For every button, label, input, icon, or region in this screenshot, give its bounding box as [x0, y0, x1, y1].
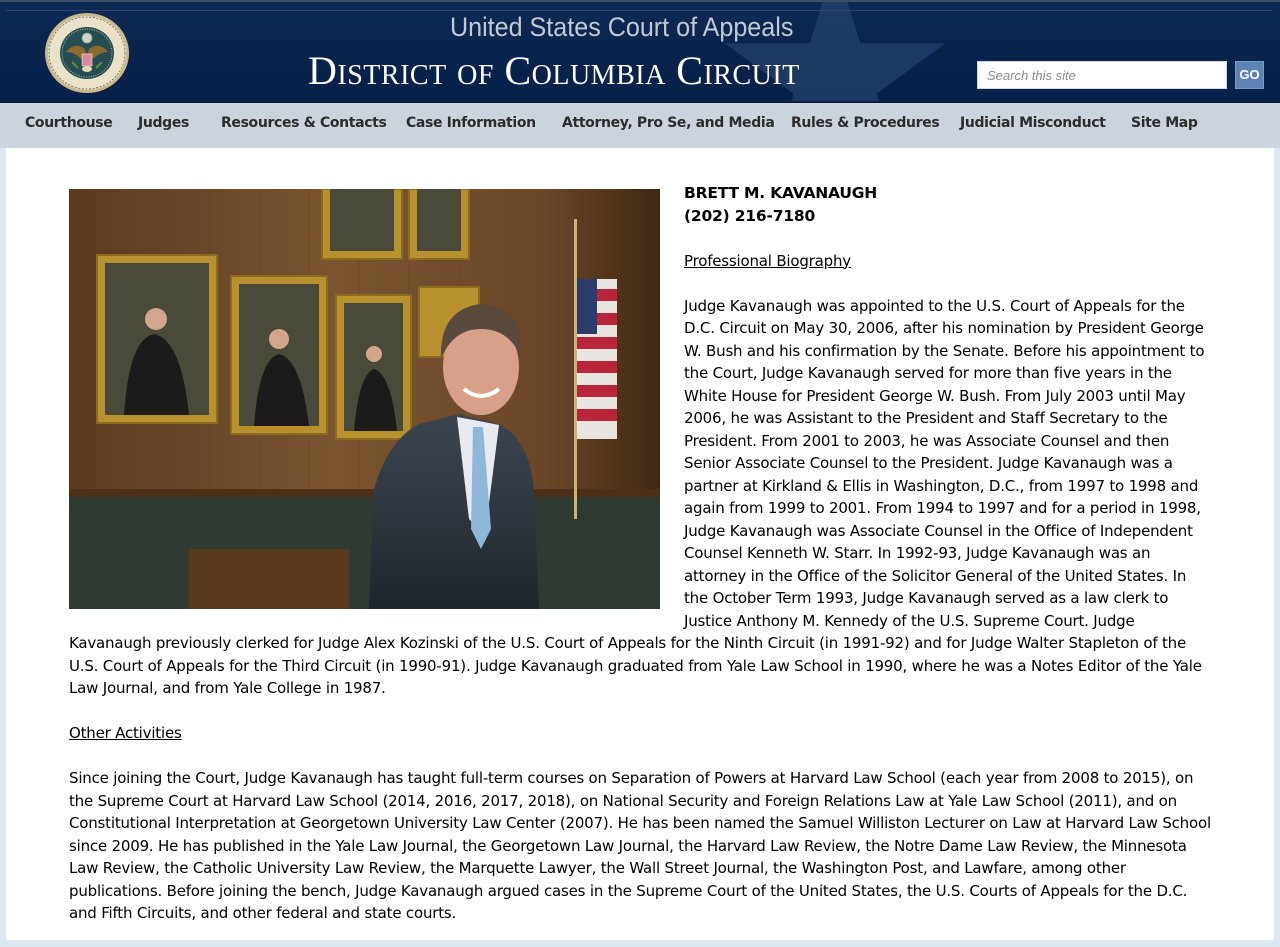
main-content — [6, 148, 1274, 940]
court-title-line1: United States Court of Appeals — [450, 12, 794, 42]
other-activities-body: Since joining the Court, Judge Kavanaugh has taught full-term courses on Separation of Powers at Harvard Law School (each year from 2008 to 2015), on the Supreme Court at Harvard Law School (2014, 2016, 2017, 2018), on National Security and Foreign Relations Law at Yale Law School (2011), and on Constitutional Interpretation at Georgetown University Law Center (2007). He has been named the Samuel Williston Lecturer on Law at Harvard Law School since 2009. He has published in the Yale Law Journal, the Georgetown Law Journal, the Harvard Law Review, the Notre Dame Law Review, the Minnesota Law Review, the Catholic University Law Review, the Marquette Lawyer, the Wall Street Journal, the Washington Post, and Lawfare, among other publications. Before joining the bench, Judge Kavanaugh argued cases in the Supreme Court of the United States, the U.S. Courts of Appeals for the D.C. and Fifth Circuits, and other federal and state courts. — [69, 769, 1211, 922]
professional-biography-heading: Professional Biography — [684, 251, 851, 270]
court-title-line2[interactable]: District of Columbia Circuit — [308, 48, 800, 93]
main-navigation — [0, 103, 1280, 148]
photo-wrap-spacer — [69, 182, 684, 612]
nav-item-case-information[interactable]: Case Information — [406, 115, 536, 131]
judge-name: BRETT M. KAVANAUGH — [684, 184, 878, 202]
judge-profile-text — [69, 182, 1212, 947]
nav-item-rules-procedures[interactable]: Rules & Procedures — [791, 115, 940, 131]
search-go-button[interactable]: GO — [1235, 61, 1264, 89]
site-header — [0, 0, 1280, 103]
nav-item-judges[interactable]: Judges — [138, 115, 189, 131]
nav-item-attorney-pro-se-media[interactable]: Attorney, Pro Se, and Media — [562, 115, 775, 131]
judge-phone: (202) 216-7180 — [684, 206, 816, 225]
search-input[interactable] — [977, 61, 1227, 89]
other-activities-heading: Other Activities — [69, 724, 182, 742]
nav-item-judicial-misconduct[interactable]: Judicial Misconduct — [960, 115, 1106, 131]
nav-item-resources-contacts[interactable]: Resources & Contacts — [221, 115, 387, 131]
professional-biography-body: Judge Kavanaugh was appointed to the U.S. Court of Appeals for the D.C. Circuit on May 30, 2006, after his nomination by President George W. Bush and his confirmation by the Senate. Before his appointment to the Court, Judge Kavanaugh served for more than five years in the White House for President George W. Bush. From July 2003 until May 2006, he was Assistant to the President and Staff Secretary to the President. From 2001 to 2003, he was Associate Counsel and then Senior Associate Counsel to the President. Judge Kavanaugh was a partner at Kirkland & Ellis in Washington, D.C., from 1997 to 1998 and again from 1999 to 2001. From 1994 to 1997 and for a period in 1998, Judge Kavanaugh was Associate Counsel in the Office of Independent Counsel Kenneth W. Starr. In 1992-93, Judge Kavanaugh was an attorney in the Office of the Solicitor General of the United States. In the October Term 1993, Judge Kavanaugh served as a law clerk to Justice Anthony M. Kennedy of the U.S. Supreme Court. Judge Kavanaugh previously clerked for Judge Alex Kozinski of the U.S. Court of Appeals for the Ninth Circuit (in 1991-92) and for Judge Walter Stapleton of the U.S. Court of Appeals for the Third Circuit (in 1990-91). Judge Kavanaugh graduated from Yale Law School in 1990, where he was a Notes Editor of the Yale Law Journal, and from Yale College in 1987. — [69, 296, 1205, 697]
court-seal-logo[interactable] — [44, 12, 130, 94]
nav-item-courthouse[interactable]: Courthouse — [25, 115, 113, 131]
nav-item-site-map[interactable]: Site Map — [1131, 115, 1198, 131]
header-divider — [6, 10, 1272, 11]
